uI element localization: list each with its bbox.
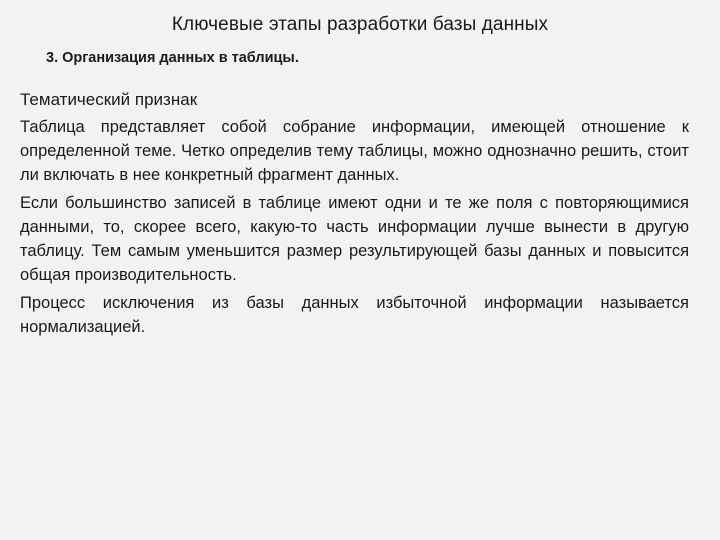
slide-subtitle: 3. Организация данных в таблицы. (46, 50, 299, 66)
section-heading: Тематический признак (20, 90, 198, 109)
slide-title: Ключевые этапы разработки базы данных (171, 14, 549, 35)
paragraph-topic-definition: Таблица представляет собой собрание информации, имеющей отношение к определенной теме. Четко определив тему таблицы, можно однозначно решить, стоит ли включать в нее конкретный фрагмент данных. (20, 118, 689, 184)
slide-body (20, 88, 689, 343)
paragraph-repeating-fields: Если большинство записей в таблице имеют одни и те же поля с повторяющимися данными, то, скорее всего, какую-то часть информации лучше вынести в другую таблицу. Тем самым уменьшится размер результирующей базы данных и повысится общая производительность. (20, 194, 689, 284)
paragraph-normalization: Процесс исключения из базы данных избыточной информации называется нормализацией. (20, 294, 689, 336)
